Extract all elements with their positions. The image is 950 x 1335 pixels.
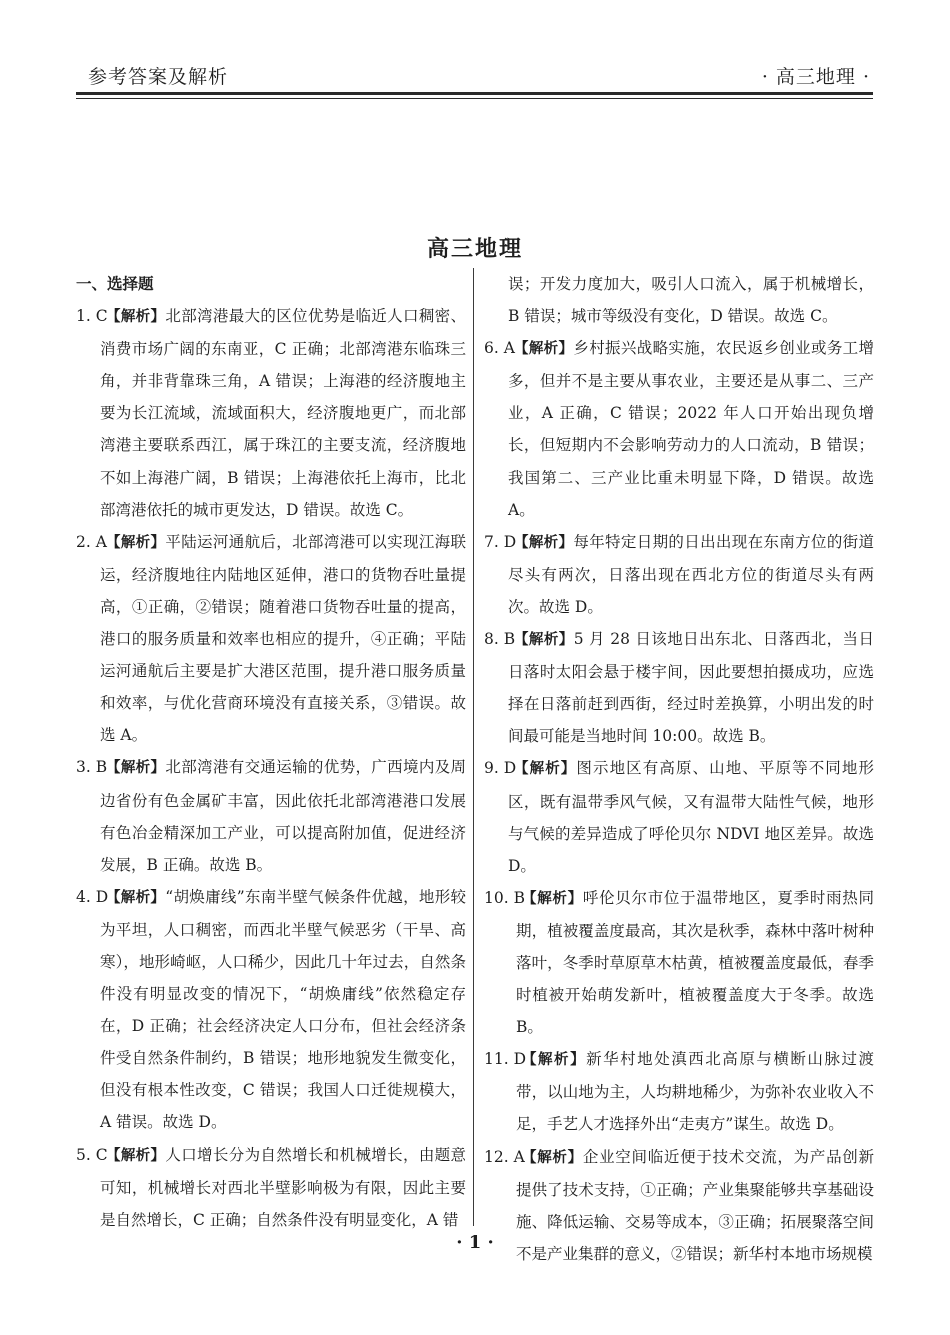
- question-item-4: [76, 881, 466, 1139]
- question-number: 1. C: [76, 307, 108, 326]
- question-number: 11. D: [484, 1050, 527, 1069]
- question-item-2: [76, 526, 466, 752]
- question-number: 12. A: [484, 1147, 525, 1166]
- question-number: 2. A: [76, 532, 107, 551]
- header-right: · 高三地理 ·: [761, 66, 870, 88]
- question-number: 9. D: [484, 759, 517, 778]
- analysis-tag: 【解析】: [514, 632, 574, 649]
- question-number: 7. D: [484, 532, 517, 551]
- analysis-tag: 【解析】: [514, 761, 577, 778]
- analysis-tag: 【解析】: [106, 1147, 166, 1164]
- header-left: 参考答案及解析: [88, 66, 229, 88]
- question-analysis: “胡焕庸线”东南半壁气候条件优越，地形较为平坦，人口稠密，而西北半壁气候恶劣（干旱、高寒），地形崎岖，人口稀少，因此几十年过去，自然条件没有明显改变的情况下，“胡焕庸线”依然稳定存在，D 正确；社会经济决定人口分布，但社会经济条件受自然条件制约，B 错误；地形地貌发生微变化，但没有根本性改变，C 错误；我国人口迁徙规模大，A 错误。故选 D。: [100, 887, 466, 1132]
- analysis-tag: 【解析】: [106, 309, 166, 326]
- question-item-5: [76, 1139, 466, 1236]
- question-number: 6. A: [484, 339, 515, 358]
- right-column: [484, 268, 874, 1270]
- column-divider: [473, 268, 474, 1226]
- question-analysis: 企业空间临近便于技术交流，为产品创新提供了技术支持，①正确；产业集聚能够共享基础设施、降低运输、交易等成本，③正确；拓展聚落空间不是产业集群的意义，②错误；新华村本地市场规模: [516, 1147, 874, 1263]
- question-item-6: [484, 332, 874, 526]
- page-number: · 1 ·: [456, 1232, 494, 1253]
- question-analysis: 5 月 28 日该地日出东北、日落西北，当日日落时太阳会悬于楼宇间，因此要想拍摄成功，应选择在日落前赶到西街，经过时差换算，小明出发的时间最可能是当地时间 10:00。故选 B。: [508, 630, 874, 746]
- question-analysis: 乡村振兴战略实施，农民返乡创业或务工增多，但并不是主要从事农业，主要还是从事二、三产业，A 正确，C 错误；2022 年人口开始出现负增长，但短期内不会影响劳动力的人口流动，B 错误；我国第二、三产业比重未明显下降，D 错误。故选 A。: [508, 339, 875, 519]
- analysis-tag: 【解析】: [522, 1149, 583, 1166]
- left-column: [76, 268, 466, 1236]
- question-analysis: 每年特定日期的日出出现在东南方位的街道尽头有两次，日落出现在西北方位的街道尽头有两次。故选 D。: [508, 532, 875, 616]
- analysis-tag: 【解析】: [106, 760, 166, 777]
- question-5-continuation: 误；开发力度加大，吸引人口流入，属于机械增长，B 错误；城市等级没有变化，D 错误。故选 C。: [508, 275, 874, 326]
- question-number: 10. B: [484, 888, 525, 907]
- header-rule-thin: [76, 98, 873, 99]
- question-item-1: [76, 300, 466, 526]
- question-item-7: [484, 526, 874, 623]
- analysis-tag: 【解析】: [514, 341, 574, 358]
- header-rule-thick: [76, 92, 873, 95]
- question-number: 5. C: [76, 1145, 108, 1164]
- question-analysis: 呼伦贝尔市位于温带地区，夏季时雨热同期，植被覆盖度最高，其次是秋季，森林中落叶树种落叶，冬季时草原草木枯黄，植被覆盖度最低，春季时植被开始萌发新叶，植被覆盖度大于冬季。故选 B。: [516, 888, 874, 1037]
- analysis-tag: 【解析】: [106, 889, 166, 906]
- question-item-11: [484, 1043, 874, 1140]
- question-item-10: [484, 882, 874, 1043]
- page-title: 高三地理: [426, 236, 523, 262]
- question-number: 4. D: [76, 887, 109, 906]
- question-analysis: 新华村地处滇西北高原与横断山脉过渡带，以山地为主，人均耕地稀少，为弥补农业收入不足，手艺人才选择外出“走夷方”谋生。故选 D。: [516, 1050, 874, 1134]
- question-item-8: [484, 623, 874, 752]
- question-analysis: 北部湾港最大的区位优势是临近人口稠密、消费市场广阔的东南亚，C 正确；北部湾港东临珠三角，并非背靠珠三角，A 错误；上海港的经济腹地主要为长江流域，流域面积大，经济腹地更广，而北部湾港主要联系西江，属于珠江的主要支流，经济腹地不如上海港广阔，B 错误；上海港依托上海市，比北部湾港依托的城市更发达，D 错误。故选 C。: [100, 307, 467, 519]
- question-analysis: 人口增长分为自然增长和机械增长，由题意可知，机械增长对西北半壁影响极为有限，因此主要是自然增长，C 正确；自然条件没有明显变化，A 错: [100, 1145, 467, 1229]
- question-analysis: 平陆运河通航后，北部湾港可以实现江海联运，经济腹地往内陆地区延伸，港口的货物吞吐量提高，①正确，②错误；随着港口货物吞吐量的提高，港口的服务质量和效率也相应的提升，④正确；平陆运河通航后主要是扩大港区范围，提升港口服务质量和效率，与优化营商环境没有直接关系，③错误。故选 A。: [100, 532, 467, 745]
- question-item-9: [484, 752, 874, 881]
- question-number: 8. B: [484, 630, 516, 649]
- analysis-tag: 【解析】: [522, 1052, 587, 1069]
- section-title: 一、选择题: [76, 274, 154, 293]
- question-item-3: [76, 751, 466, 880]
- analysis-tag: 【解析】: [106, 534, 166, 551]
- analysis-tag: 【解析】: [522, 890, 583, 907]
- question-number: 3. B: [76, 758, 108, 777]
- analysis-tag: 【解析】: [514, 534, 574, 551]
- question-analysis: 北部湾港有交通运输的优势，广西境内及周边省份有色金属矿丰富，因此依托北部湾港港口发展有色冶金精深加工产业，可以提高附加值，促进经济发展，B 正确。故选 B。: [100, 758, 467, 874]
- question-analysis: 图示地区有高原、山地、平原等不同地形区，既有温带季风气候，又有温带大陆性气候，地形与气候的差异造成了呼伦贝尔 NDVI 地区差异。故选 D。: [508, 759, 874, 875]
